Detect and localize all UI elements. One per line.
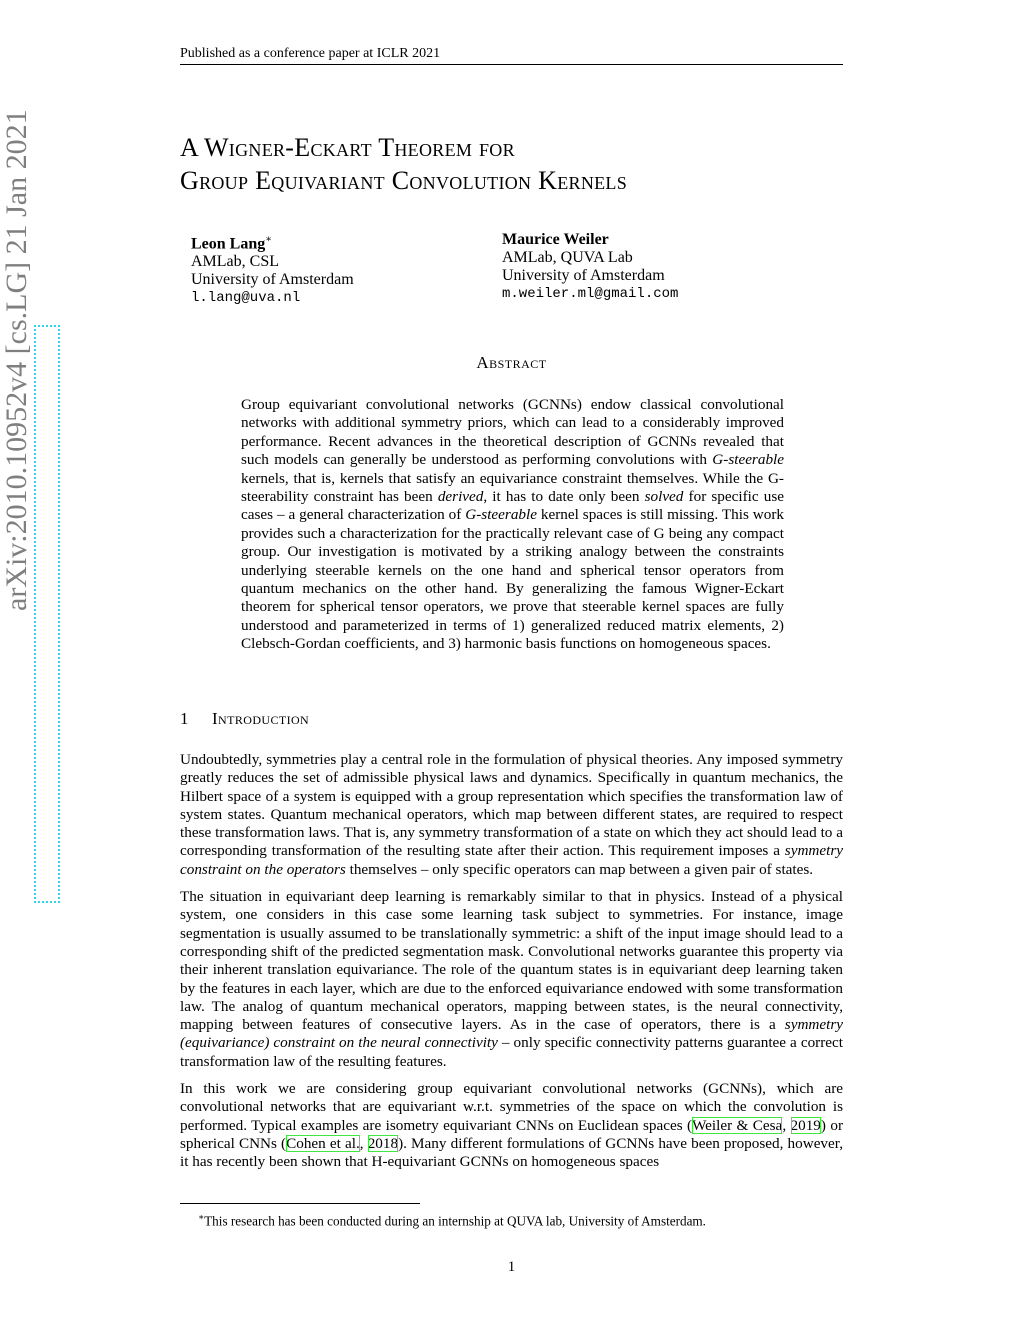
author-block-2	[502, 231, 678, 303]
footnote	[198, 1209, 843, 1229]
section-title: Introduction	[212, 709, 310, 728]
author-affiliation: AMLab, CSL	[191, 253, 279, 271]
title-line-1: A Wigner-Eckart Theorem for	[180, 133, 515, 162]
emphasis: solved	[644, 488, 684, 506]
author-affiliation: AMLab, QUVA Lab	[502, 249, 633, 266]
section-body	[180, 751, 843, 1181]
paragraph: The situation in equivariant deep learning is remarkably similar to that in physics. Instead of a physical system, one considers in this case some learning task subject to symmetries. For instance, image segmentation is usually assumed to be translationally symmetric: a shift of the input image should lead to a corresponding shift of the predicted segmentation mask. Convolutional networks guarantee this property via their inherent translation equivariance. The role of the quantum states is in equivariant deep learning taken by the features in each layer, which are due to the enforced equivariance endowed with some transformation law. The analog of quantum mechanical operators, mapping between states, is the neural connectivity, mapping between features of consecutive layers. As in the case of operators, there is a symmetry (equivariance) constraint on the neural connectivity – only specific connectivity patterns guarantee a correct transformation law of the resulting features.	[180, 888, 843, 1070]
paragraph: Undoubtedly, symmetries play a central role in the formulation of physical theories. Any imposed symmetry greatly reduces the set of admissible physical laws and dynamics. Specifically in quantum mechanics, the Hilbert space of a system is equipped with a group representation which specifies the transformation law of system states. Quantum mechanical operators, which map between different states, are required to respect these transformation laws. That is, any symmetry transformation of a state on which they act should lead to a corresponding transformation of the resulting state after their action. This requirement imposes a symmetry constraint on the operators themselves – only specific operators can map between a given pair of states.	[180, 751, 843, 878]
title-line-2: Group Equivariant Convolution Kernels	[180, 166, 628, 195]
footnote-mark: ∗	[198, 1212, 205, 1222]
author-email[interactable]: l.lang@uva.nl	[191, 290, 301, 307]
abstract-text: Group equivariant convolutional networks (GCNNs) endow classical convolutional networks with additional symmetry priors, which can lead to a considerably improved performance. Recent advances in the theoretical description of GCNNs revealed that such models can generally be understood as performing convolutions with G-steerable kernels, that is, kernels that satisfy an equivariance constraint themselves. While the G-steerability constraint has been derived, it has to date only been solved for specific use cases – a general characterization of G-steerable kernel spaces is still missing. This work provides such a characterization for the practically relevant case of G being any compact group. Our investigation is motivated by a striking analogy between the constraints underlying steerable kernels on the one hand and spherical tensor operators from quantum mechanics on the other hand. By generalizing the famous Wigner-Eckart theorem for spherical tensor operators, we prove that steerable kernel spaces are fully understood and parameterized in terms of 1) generalized reduced matrix elements, 2) Clebsch-Gordan coefficients, and 3) harmonic basis functions on homogeneous spaces.	[241, 396, 785, 653]
author-name: Leon Lang	[191, 235, 266, 253]
author-university: University of Amsterdam	[191, 271, 354, 289]
emphasis: G-steerable	[465, 506, 537, 524]
emphasis: derived	[437, 488, 484, 506]
footnote-divider	[180, 1203, 420, 1204]
citation-link[interactable]: 2018	[367, 1134, 399, 1152]
author-block-1	[191, 231, 354, 307]
paragraph: In this work we are considering group equivariant convolutional networks (GCNNs), which are convolutional networks that are equivariant w.r.t. symmetries of the space on which the convolution is performed. Typical examples are isometry equivariant CNNs on Euclidean spaces (Weiler & Cesa, 2019) or spherical CNNs (Cohen et al., 2018). Many different formulations of GCNNs have been proposed, however, it has recently been shown that H-equivariant GCNNs on homogeneous spaces	[180, 1080, 844, 1171]
section-number: 1	[180, 709, 189, 728]
author-university: University of Amsterdam	[502, 267, 665, 284]
author-email[interactable]: m.weiler.ml@gmail.com	[502, 286, 679, 302]
emphasis: symmetry (equivariance) constraint on the neural connectivity	[180, 1016, 843, 1052]
citation-link[interactable]: Weiler & Cesa	[692, 1116, 783, 1134]
paper-title	[180, 131, 843, 197]
emphasis: symmetry constraint on the operators	[180, 842, 843, 878]
author-name: Maurice Weiler	[502, 231, 609, 248]
footnote-mark: ∗	[265, 234, 273, 245]
citation-link[interactable]: Cohen et al.	[286, 1134, 360, 1152]
citation-link[interactable]: 2019	[790, 1116, 821, 1134]
section-heading	[180, 709, 843, 729]
emphasis: G-steerable	[712, 451, 784, 469]
abstract-heading: Abstract	[476, 353, 547, 372]
page-number: 1	[507, 1259, 516, 1275]
arxiv-stamp-frame[interactable]	[34, 325, 60, 903]
arxiv-stamp[interactable]: arXiv:2010.10952v4 [cs.LG] 21 Jan 2021	[0, 109, 33, 611]
footnote-text: This research has been conducted during an internship at QUVA lab, University of Amsterdam.	[204, 1213, 706, 1229]
running-header: Published as a conference paper at ICLR 2021	[180, 46, 843, 65]
